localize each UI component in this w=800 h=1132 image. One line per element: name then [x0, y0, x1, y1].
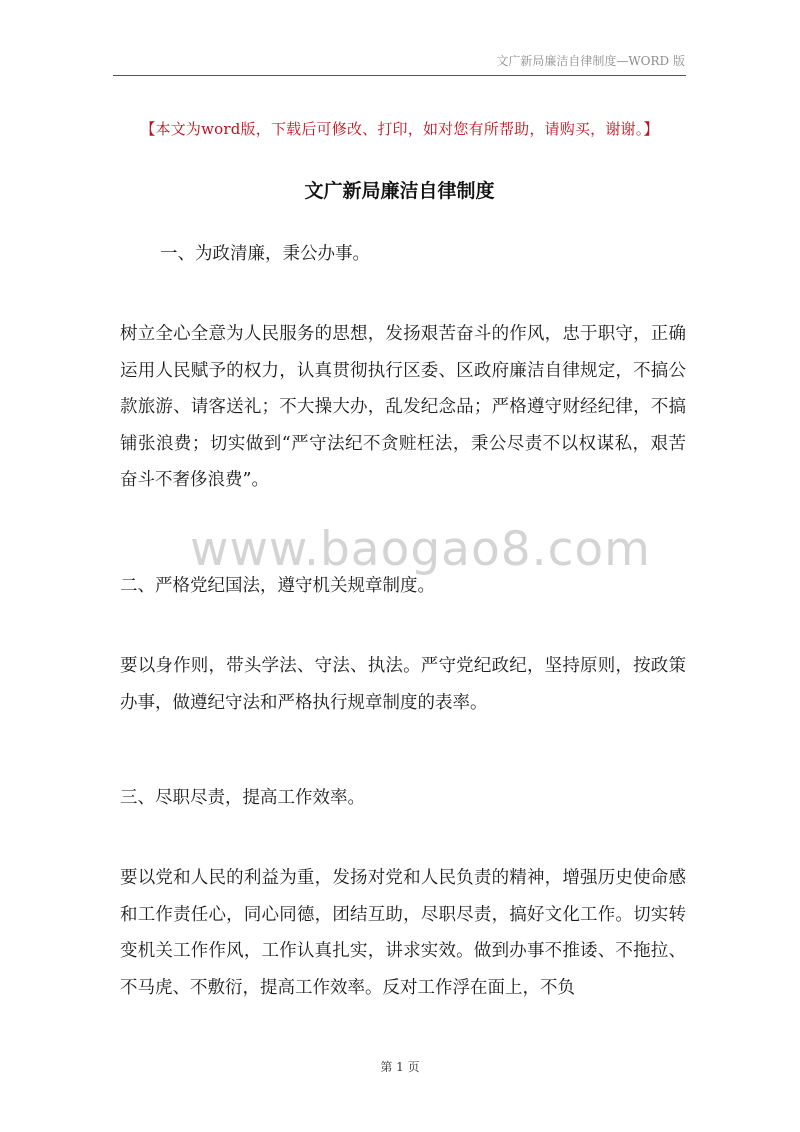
watermark: www.baogao8.com — [190, 522, 651, 577]
document-title: 文广新局廉洁自律制度 — [304, 180, 495, 202]
header-divider — [113, 75, 686, 76]
section-heading-3: 三、尽职尽责，提高工作效率。 — [120, 788, 365, 808]
section-body-2: 要以身作则，带头学法、守法、执法。严守党纪政纪，坚持原则，按政策办事，做遵纪守法和严格执行规章制度的表率。 — [120, 656, 686, 713]
section-body-3: 要以党和人民的利益为重，发扬对党和人民负责的精神，增强历史使命感和工作责任心，同心同德，团结互助，尽职尽责，搞好文化工作。切实转变机关工作作风，工作认真扎实，讲求实效。做到办事不推诿、不拖拉、不马虎、不敷衍，提高工作效率。反对工作浮在面上，不负 — [120, 868, 686, 998]
purchase-notice: 【本文为word版，下载后可修改、打印，如对您有所帮助，请购买，谢谢。】 — [140, 120, 659, 138]
page-header: 文广新局廉洁自律制度—WORD 版 — [496, 54, 685, 68]
page-number: 第 1 页 — [380, 1060, 420, 1074]
section-body-1: 树立全心全意为人民服务的思想，发扬艰苦奋斗的作风，忠于职守，正确运用人民赋予的权力，认真贯彻执行区委、区政府廉洁自律规定，不搞公款旅游、请客送礼；不大操大办，乱发纪念品；严格遵守财经纪律，不搞铺张浪费；切实做到“严守法纪不贪赃枉法，秉公尽责不以权谋私，艰苦奋斗不奢侈浪费”。 — [120, 324, 686, 491]
section-heading-1: 一、为政清廉，秉公办事。 — [160, 244, 370, 264]
section-heading-2: 二、严格党纪国法，遵守机关规章制度。 — [120, 576, 435, 596]
